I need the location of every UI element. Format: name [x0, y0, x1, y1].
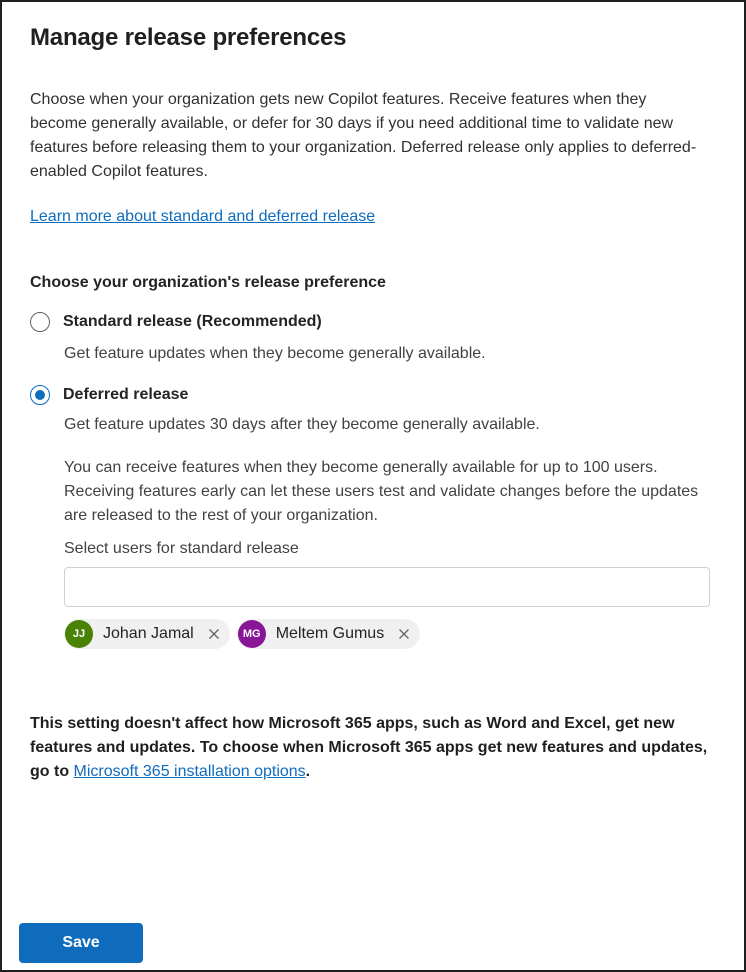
close-icon — [208, 628, 220, 640]
remove-user-button[interactable] — [206, 626, 222, 642]
remove-user-button[interactable] — [396, 626, 412, 642]
radio-deferred-release[interactable] — [30, 385, 188, 405]
radio-standard-label: Standard release (Recommended) — [63, 313, 322, 330]
avatar: JJ — [65, 620, 93, 648]
radio-standard-release[interactable] — [30, 312, 322, 332]
selected-users — [64, 619, 420, 649]
close-icon — [398, 628, 410, 640]
users-select-label: Select users for standard release — [64, 540, 299, 557]
user-chip — [237, 619, 420, 649]
user-chip-name: Johan Jamal — [103, 625, 194, 642]
avatar: MG — [238, 620, 266, 648]
radio-deferred-circle[interactable] — [30, 385, 50, 405]
installation-options-link[interactable]: Microsoft 365 installation options — [73, 763, 306, 780]
footer-note-suffix: . — [305, 763, 311, 780]
footer-note-text: This setting doesn't affect how Microsoft 365 apps, such as Word and Excel, get new features and updates. To choose when Microsoft 365 apps get new features and updates, go to — [30, 715, 708, 780]
radio-standard-description: Get feature updates when they become generally available. — [64, 345, 486, 362]
users-search-input[interactable] — [64, 567, 710, 607]
radio-deferred-description: Get feature updates 30 days after they become generally available. — [64, 416, 540, 433]
user-chip-name: Meltem Gumus — [275, 625, 385, 642]
intro-text: Choose when your organization gets new Copilot features. Receive features when they become generally available, or defer for 30 days if you need additional time to validate new features before releasing them to your organization. Deferred release only applies to deferred-enabled Copilot features. — [30, 91, 697, 180]
radio-selected-dot — [35, 390, 45, 400]
radio-deferred-label: Deferred release — [63, 386, 189, 403]
learn-more-link[interactable]: Learn more about standard and deferred release — [30, 208, 376, 225]
user-chip — [64, 619, 230, 649]
radio-standard-circle[interactable] — [30, 312, 50, 332]
deferred-note: You can receive features when they become generally available for up to 100 users. Receiving features early can let these users test and validate changes before the updates are released to the rest of your organization. — [64, 459, 699, 524]
release-preference-label: Choose your organization's release preference — [30, 274, 386, 291]
page-title: Manage release preferences — [30, 24, 347, 51]
save-button[interactable]: Save — [19, 923, 143, 963]
footer-note — [30, 712, 730, 784]
